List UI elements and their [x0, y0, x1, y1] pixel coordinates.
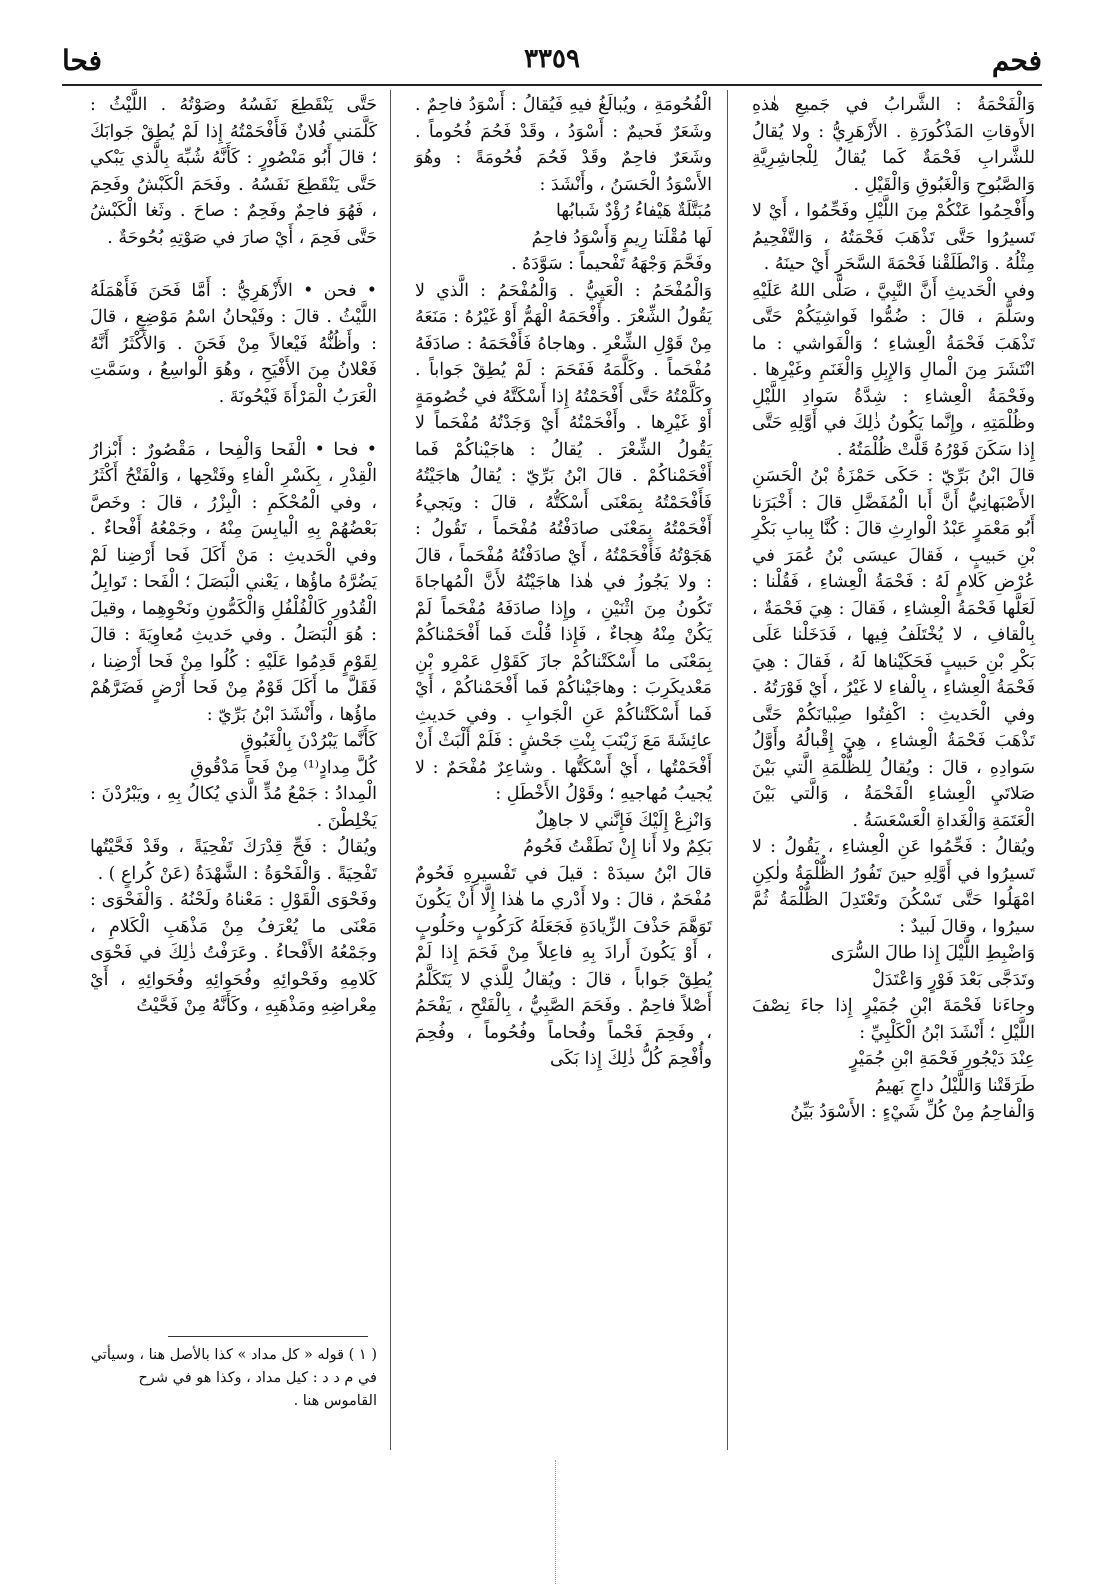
page-header	[62, 44, 1042, 80]
right-column-text: وَالْفَحْمَةُ : الشَّرابُ في جَميعِ هٰذهِ الأَوقاتِ المَذْكُورَةِ . الأَزْهَرِيُّ : ولا يُقالُ للشَّرابِ فَحْمَةٌ كَما يُقالُ لِلْجاشِرِيَّةِ وَالصَّبُوحِ وَالْغَبُوقِ وَالْقَيْلِ . وأَفْحِمُوا عَنْكُمْ مِنَ اللَّيْلِ وفَحِّمُوا ، أَيْ لا تَسيرُوا حَتَّى تَذْهَبَ فَحْمَتُهُ ، وَالتَّفْحِيمُ مِثْلُهُ . وَانْطَلَقْنا فَحْمَةَ السَّحَرِ أَيْ حينَهُ . وفي الْحَديثِ أَنَّ النَّبِيَّ ، صَلَّى اللهُ عَلَيْهِ وسَلَّمَ ، قالَ : ضُمُّوا فَواشِيَكُمْ حَتَّى تَذْهَبَ فَحْمَةُ الْعِشاءِ ؛ وَالْفَواشي : ما انْتَشَرَ مِنَ الْمالِ وَالإِبِلِ وَالْغَنَمِ وغَيْرِها . وفَحْمَةُ الْعِشاءِ : شِدَّةُ سَوادِ اللَّيْلِ وظُلْمَتِهِ ، وإِنَّما يَكُونُ ذٰلِكَ في أَوَّلِهِ حَتَّى إِذا سَكَنَ فَوْرُهُ قَلَّتْ ظُلْمَتُهُ . قالَ ابْنُ بَرِّيّ : حَكَى حَمْزَةُ بْنُ الْحَسَنِ الأَصْبَهانِيُّ أَنَّ أَبا الْمُفَضَّلِ قالَ : أَخْبَرَنا أَبُو مَعْمَرٍ عَبْدُ الْوارِثِ قالَ : كُنَّا بِبابِ بَكْرِ بْنِ حَبيبٍ ، فَقالَ عيسَى بْنُ عُمَرَ في عُرْضِ كَلامٍ لَهُ : فَحْمَةُ الْعِشاءِ ، فَقُلْنا : لَعَلَّها فَحْمَةُ الْعِشاءِ ، فَقالَ : هِيَ فَحْمَةٌ ، بِالْقافِ ، لا يُخْتَلَفُ فِيها ، فَدَخَلْنا عَلَى بَكْرِ بْنِ حَبيبٍ فَحَكَيْناها لَهُ ، فَقالَ : هِيَ فَحْمَةُ الْعِشاءِ ، بِالْفاءِ لا غَيْرُ ، أَيْ فَوْرَتُهُ . وفي الْحَديثِ : اكْفِتُوا صِبْيانَكُمْ حَتَّى تَذْهَبَ فَحْمَةُ الْعِشاءِ ، هِيَ إِقْبالُهُ وأَوَّلُ سَوادِهِ ، قالَ : ويُقالُ لِلظُّلْمَةِ الَّتي بَيْنَ صَلاتَيِ الْعِشاءِ الْفَحْمَةُ ، وَالَّتي بَيْنَ الْعَتَمَةِ وَالْغَداةِ الْعَسْعَسَةُ . ويُقالُ : فَحِّمُوا عَنِ الْعِشاءِ ، يَقُولُ : لا تَسيرُوا في أَوَّلِهِ حينَ تَفُورُ الظُّلْمَةُ ولٰكِنِ امْهَلُوا حَتَّى تَسْكُنَ وتَعْتَدِلَ الظُّلْمَةُ ثُمَّ سيرُوا ، وقالَ لَبيدٌ : وَاضْبِطِ اللَّيْلَ إِذا طالَ السُّرَى وتَدَجَّى بَعْدَ فَوْرٍ وَاعْتَدَلْ وجاءَنا فَحْمَةَ ابْنِ جُمَيْرٍ إِذا جاءَ نِصْفَ اللَّيْلِ ؛ أَنْشَدَ ابْنُ الْكَلْبِيِّ : عِنْدَ دَيْجُورِ فَحْمَةِ ابْنِ جُمَيْرٍ طَرَقَتْنا وَاللَّيْلُ داجٍ بَهيمُ وَالْفاحِمُ مِنْ كُلِّ شَيْءٍ : الأَسْوَدُ بَيِّنُ	[752, 95, 1035, 1122]
page-number: ٣٣٥٩	[524, 44, 580, 74]
column-separator	[727, 90, 728, 1450]
column-separator	[390, 90, 391, 1450]
footnote: ( ١ ) قوله « كل مداد » كذا بالأصل هنا ، وسيأتي في م د د : كيل مداد ، وكذا هو في شرح القاموس هنا .	[90, 1347, 377, 1409]
header-rule	[62, 84, 1042, 86]
left-column-text: حَتَّى يَنْقَطِعَ نَفَسُهُ وصَوْتُهُ . اللَّيْثُ : كَلَّمَني فُلانٌ فَأَفْحَمْتُهُ إِذا لَمْ يُطِقْ جَوابَكَ ؛ قالَ أَبُو مَنْصُورٍ : كَأَنَّهُ شُبِّهَ بِالَّذي يَبْكي حَتَّى يَنْقَطِعَ نَفَسُهُ . وفَحَمَ الْكَبْشُ وفَحِمَ ، فَهُوَ فاحِمٌ وفَحِمٌ : صاحَ . وثَغا الْكَبْشُ حَتَّى فَحِمَ ، أَيْ صارَ في صَوْتِهِ بُحُوحَةٌ . • فحن • الأَزْهَرِيُّ : أَمَّا فَحَنَ فَأَهْمَلَهُ اللَّيْثُ . قالَ : وفَيْحانُ اسْمُ مَوْضِعٍ ، قالَ : وأَظُنُّهُ فَيْعالاً مِنْ فَحَنَ . وَالأَكْثَرُ أَنَّهُ فَعْلانُ مِنَ الأَفْيَحِ ، وهُوَ الْواسِعُ ، وسَمَّتِ الْعَرَبُ الْمَرْأَةَ فَيْحُونَةَ . • فحا • الْفَحا وَالْفِحا ، مَقْصُورٌ : أَبْزارُ الْقِدْرِ ، بِكَسْرِ الْفاءِ وفَتْحِها ، وَالْفَتْحُ أَكْثَرُ ، وفي الْمُحْكَمِ : الْبِزْرُ ، قالَ : وخَصَّ بَعْضُهُمْ بِهِ الْيابِسَ مِنْهُ ، وجَمْعُهُ أَفْحاءٌ . وفي الْحَديثِ : مَنْ أَكَلَ فَحا أَرْضِنا لَمْ يَضُرَّهُ ماؤُها ، يَعْني الْبَصَلَ ؛ الْفَحا : تَوابِلُ الْقُدُورِ كَالْفُلْفُلِ وَالْكَمُّونِ ونَحْوِهِما ، وقيلَ : هُوَ الْبَصَلُ . وفي حَديثِ مُعاوِيَةَ : قالَ لِقَوْمٍ قَدِمُوا عَلَيْهِ : كُلُوا مِنْ فَحا أَرْضِنا ، فَقَلَّ ما أَكَلَ قَوْمٌ مِنْ فَحا أَرْضٍ فَضَرَّهُمْ ماؤُها ، وأَنْشَدَ ابْنُ بَرِّيّ : كَأَنَّما يَبْرُدْنَ بِالْغَبُوقِ كُلَّ مِدادٍ⁽¹⁾ مِنْ فَحاً مَدْقُوقِ الْمِدادُ : جَمْعُ مُدٍّ الَّذي يُكالُ بِهِ ، ويَبْرُدْنَ : يَخْلِطْنَ . ويُقالُ : فَحِّ قِدْرَكَ تَفْحِيَةً ، وقَدْ فَحَّيْتُها تَفْحِيَةً . وَالْفَحْوَةُ : الشَّهْدَةُ (عَنْ كُراعٍ ) . وفَحْوَى الْقَوْلِ : مَعْناهُ ولَحْنُهُ . وَالْفَحْوَى : مَعْنَى ما يُعْرَفُ مِنْ مَذْهَبِ الْكَلامِ ، وجَمْعُهُ الأَفْحاءُ . وعَرَفْتُ ذٰلِكَ في فَحْوَى كَلامِهِ وفَحْوائِهِ وفُحَوائِهِ وفُحَوائِهِ ، أَيْ مِعْراضِهِ ومَذْهَبِهِ ، وكَأَنَّهُ مِنْ فَحَّيْتُ	[90, 95, 377, 1016]
right-headword: فحم	[991, 44, 1042, 77]
left-headword: فحا	[62, 44, 102, 77]
page-fold-line	[555, 1460, 556, 1584]
footnote-rule	[168, 1336, 368, 1337]
middle-column-text: الْفُحُومَةِ ، ويُبالَغُ فيهِ فَيُقالُ : أَسْوَدُ فاحِمٌ . وشَعَرٌ فَحيمٌ : أَسْوَدُ ، وقَدْ فَحُمَ فُحُوماً . وشَعَرٌ فاحِمٌ وقَدْ فَحُمَ فُحُومَةً : وهُوَ الأَسْوَدُ الْحَسَنُ ، وأَنْشَدَ : مُبَتَّلَةٌ هَيْفاءُ رُؤْدٌ شَبابُها لَها مُقْلَتا رِيمٍ وَأَسْوَدُ فاحِمُ وفَحَّمَ وَجْهَهُ تَفْحيماً : سَوَّدَهُ . وَالْمُفْحَمُ : الْعَيِيُّ . وَالْمُفْحَمُ : الَّذي لا يَقُولُ الشِّعْرَ . وأَفْحَمَهُ الْهَمُّ أَوْ غَيْرُهُ : مَنَعَهُ مِنْ قَوْلِ الشِّعْرِ . وهاجاهُ فَأَفْحَمَهُ : صادَفَهُ مُفْحَماً . وكَلَّمَهُ فَفَحَمَ : لَمْ يُطِقْ جَواباً . وكَلَّمْتُهُ حَتَّى أَفْحَمْتُهُ إِذا أَسْكَتَّهُ في خُصُومَةٍ أَوْ غَيْرِها . وأَفْحَمْتُهُ أَيْ وَجَدْتُهُ مُفْحَماً لا يَقُولُ الشِّعْرَ . يُقالُ : هاجَيْناكُمْ فَما أَفْحَمْناكُمْ . قالَ ابْنُ بَرِّيّ : يُقالُ هاجَيْتُهُ فَأَفْحَمْتُهُ بِمَعْنَى أَسْكَتُّهُ ، قالَ : ويَجيءُ أَفْحَمْتُهُ بِمَعْنَى صادَفْتُهُ مُفْحَماً ، تَقُولُ : هَجَوْتُهُ فَأَفْحَمْتُهُ ، أَيْ صادَفْتُهُ مُفْحَماً ، قالَ : ولا يَجُوزُ في هٰذا هاجَيْتُهُ لأَنَّ الْمُهاجاةَ تَكُونُ مِنَ اثْنَيْنِ ، وإِذا صادَفَهُ مُفْحَماً لَمْ يَكُنْ مِنْهُ هِجاءٌ ، فَإِذا قُلْتَ فَما أَفْحَمْناكُمْ بِمَعْنَى ما أَسْكَتْناكُمْ جازَ كَقَوْلِ عَمْرِو بْنِ مَعْديكَرِبَ : وهاجَيْناكُمْ فَما أَفْحَمْناكُمْ ، أَيْ فَما أَسْكَتْناكُمْ عَنِ الْجَوابِ . وفي حَديثِ عائِشَةَ مَعَ زَيْنَبَ بِنْتِ جَحْشٍ : فَلَمْ أَلْبَثْ أَنْ أَفْحَمْتُها ، أَيْ أَسْكَتُّها . وشاعِرٌ مُفْحَمٌ : لا يُجيبُ مُهاجيهِ ؛ وقَوْلُ الأَخْطَلِ : وَانْزِعْ إِلَيْكَ فَإِنَّني لا جاهِلٌ بَكِمٌ ولا أَنا إِنْ نَطَقْتُ فَحُومُ قالَ ابْنُ سيدَهْ : قيلَ في تَفْسيرِهِ فَحُومٌ مُفْحَمٌ ، قالَ : ولا أَدْري ما هٰذا إِلَّا أَنْ يَكُونَ تَوَهَّمَ حَذْفَ الزِّيادَةِ فَجَعَلَهُ كَرَكُوبٍ وحَلُوبٍ ، أَوْ يَكُونَ أَرادَ بِهِ فاعِلاً مِنْ فَحَمَ إِذا لَمْ يُطِقْ جَواباً ، قالَ : ويُقالُ لِلَّذي لا يَتَكَلَّمُ أَصْلاً فاحِمٌ . وفَحَمَ الصَّبِيُّ ، بِالْفَتْحِ ، يَفْحَمُ ، وفَحِمَ فَحْماً وفُحاماً وفُحُوماً ، وفُحِمَ وأُفْحِمَ كُلُّ ذٰلِكَ إِذا بَكَى	[415, 95, 712, 1069]
